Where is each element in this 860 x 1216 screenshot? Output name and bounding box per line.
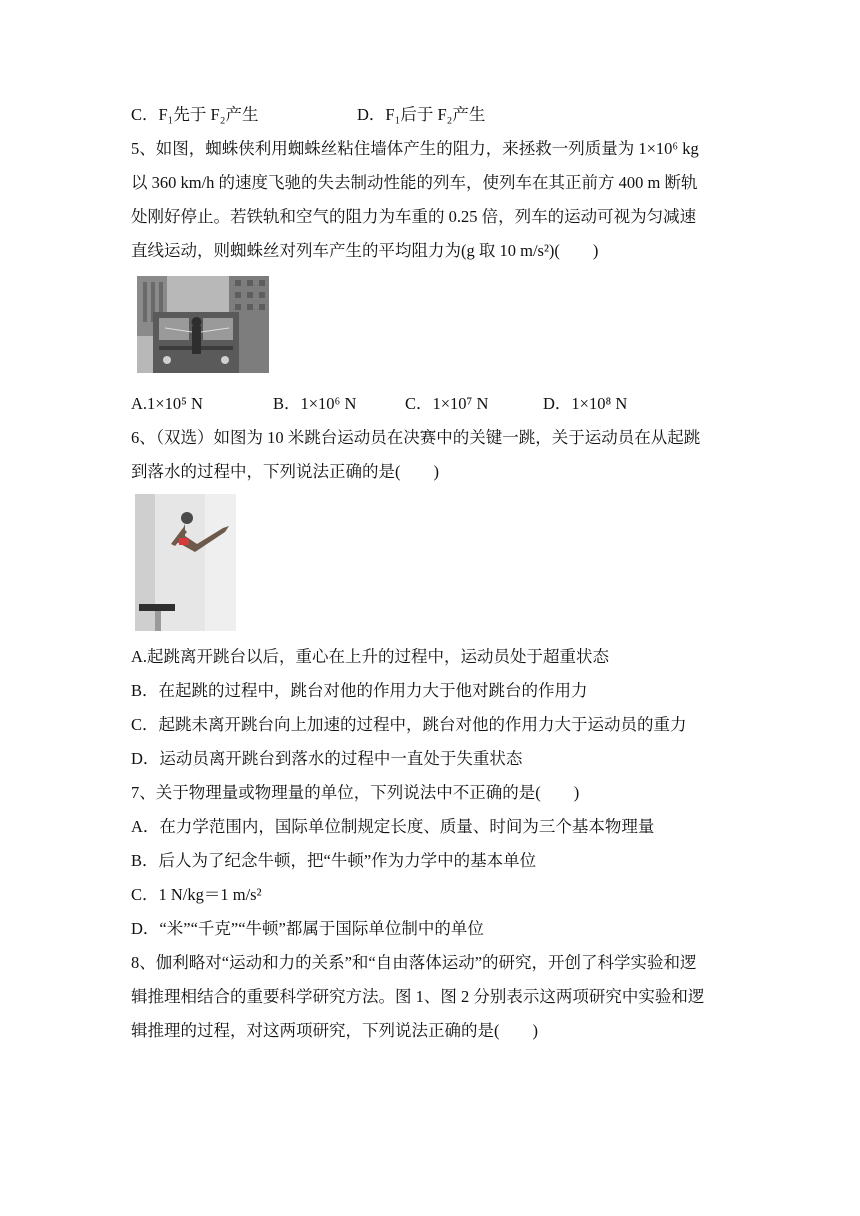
q4-option-d: D．F₁后于 F₂产生 bbox=[357, 105, 486, 124]
q6-stem-line-2: 到落水的过程中，下列说法正确的是( ) bbox=[131, 462, 439, 481]
q7-option-b: B．后人为了纪念牛顿，把“牛顿”作为力学中的基本单位 bbox=[131, 851, 537, 870]
diver-photo bbox=[135, 494, 236, 631]
q5-stem-line-3: 处刚好停止。若铁轨和空气的阻力为车重的 0.25 倍，列车的运动可视为匀减速 bbox=[131, 207, 697, 226]
q5-option-a: A.1×10⁵ N bbox=[131, 394, 203, 413]
q6-option-d: D．运动员离开跳台到落水的过程中一直处于失重状态 bbox=[131, 749, 523, 768]
q6-option-c: C．起跳未离开跳台向上加速的过程中，跳台对他的作用力大于运动员的重力 bbox=[131, 715, 687, 734]
q7-option-c: C．1 N/kg＝1 m/s² bbox=[131, 885, 262, 904]
q5-option-d: D．1×10⁸ N bbox=[543, 394, 628, 413]
q5-option-c: C．1×10⁷ N bbox=[405, 394, 489, 413]
spiderman-train-photo bbox=[137, 276, 269, 373]
q4-option-c: C．F₁先于 F₂产生 bbox=[131, 105, 259, 124]
q8-stem-line-3: 辑推理的过程，对这两项研究，下列说法正确的是( ) bbox=[131, 1021, 538, 1040]
q5-stem-line-1: 5、如图，蜘蛛侠利用蜘蛛丝粘住墙体产生的阻力，来拯救一列质量为 1×10⁶ kg bbox=[131, 139, 699, 158]
q7-option-a: A．在力学范围内，国际单位制规定长度、质量、时间为三个基本物理量 bbox=[131, 817, 655, 836]
q5-option-b: B．1×10⁶ N bbox=[273, 394, 357, 413]
q6-option-a: A.起跳离开跳台以后，重心在上升的过程中，运动员处于超重状态 bbox=[131, 647, 610, 666]
q7-option-d: D．“米”“千克”“牛顿”都属于国际单位制中的单位 bbox=[131, 919, 484, 938]
q8-stem-line-1: 8、伽利略对“运动和力的关系”和“自由落体运动”的研究，开创了科学实验和逻 bbox=[131, 953, 697, 972]
q6-stem-line-1: 6、（双选）如图为 10 米跳台运动员在决赛中的关键一跳，关于运动员在从起跳 bbox=[131, 428, 701, 447]
q6-option-b: B．在起跳的过程中，跳台对他的作用力大于他对跳台的作用力 bbox=[131, 681, 588, 700]
q5-stem-line-4: 直线运动，则蜘蛛丝对列车产生的平均阻力为(g 取 10 m/s²)( ) bbox=[131, 241, 599, 260]
q8-stem-line-2: 辑推理相结合的重要科学研究方法。图 1、图 2 分别表示这两项研究中实验和逻 bbox=[131, 987, 705, 1006]
q5-stem-line-2: 以 360 km/h 的速度飞驰的失去制动性能的列车，使列车在其正前方 400 m 断轨 bbox=[131, 173, 698, 192]
q7-stem: 7、关于物理量或物理量的单位，下列说法中不正确的是( ) bbox=[131, 783, 580, 802]
